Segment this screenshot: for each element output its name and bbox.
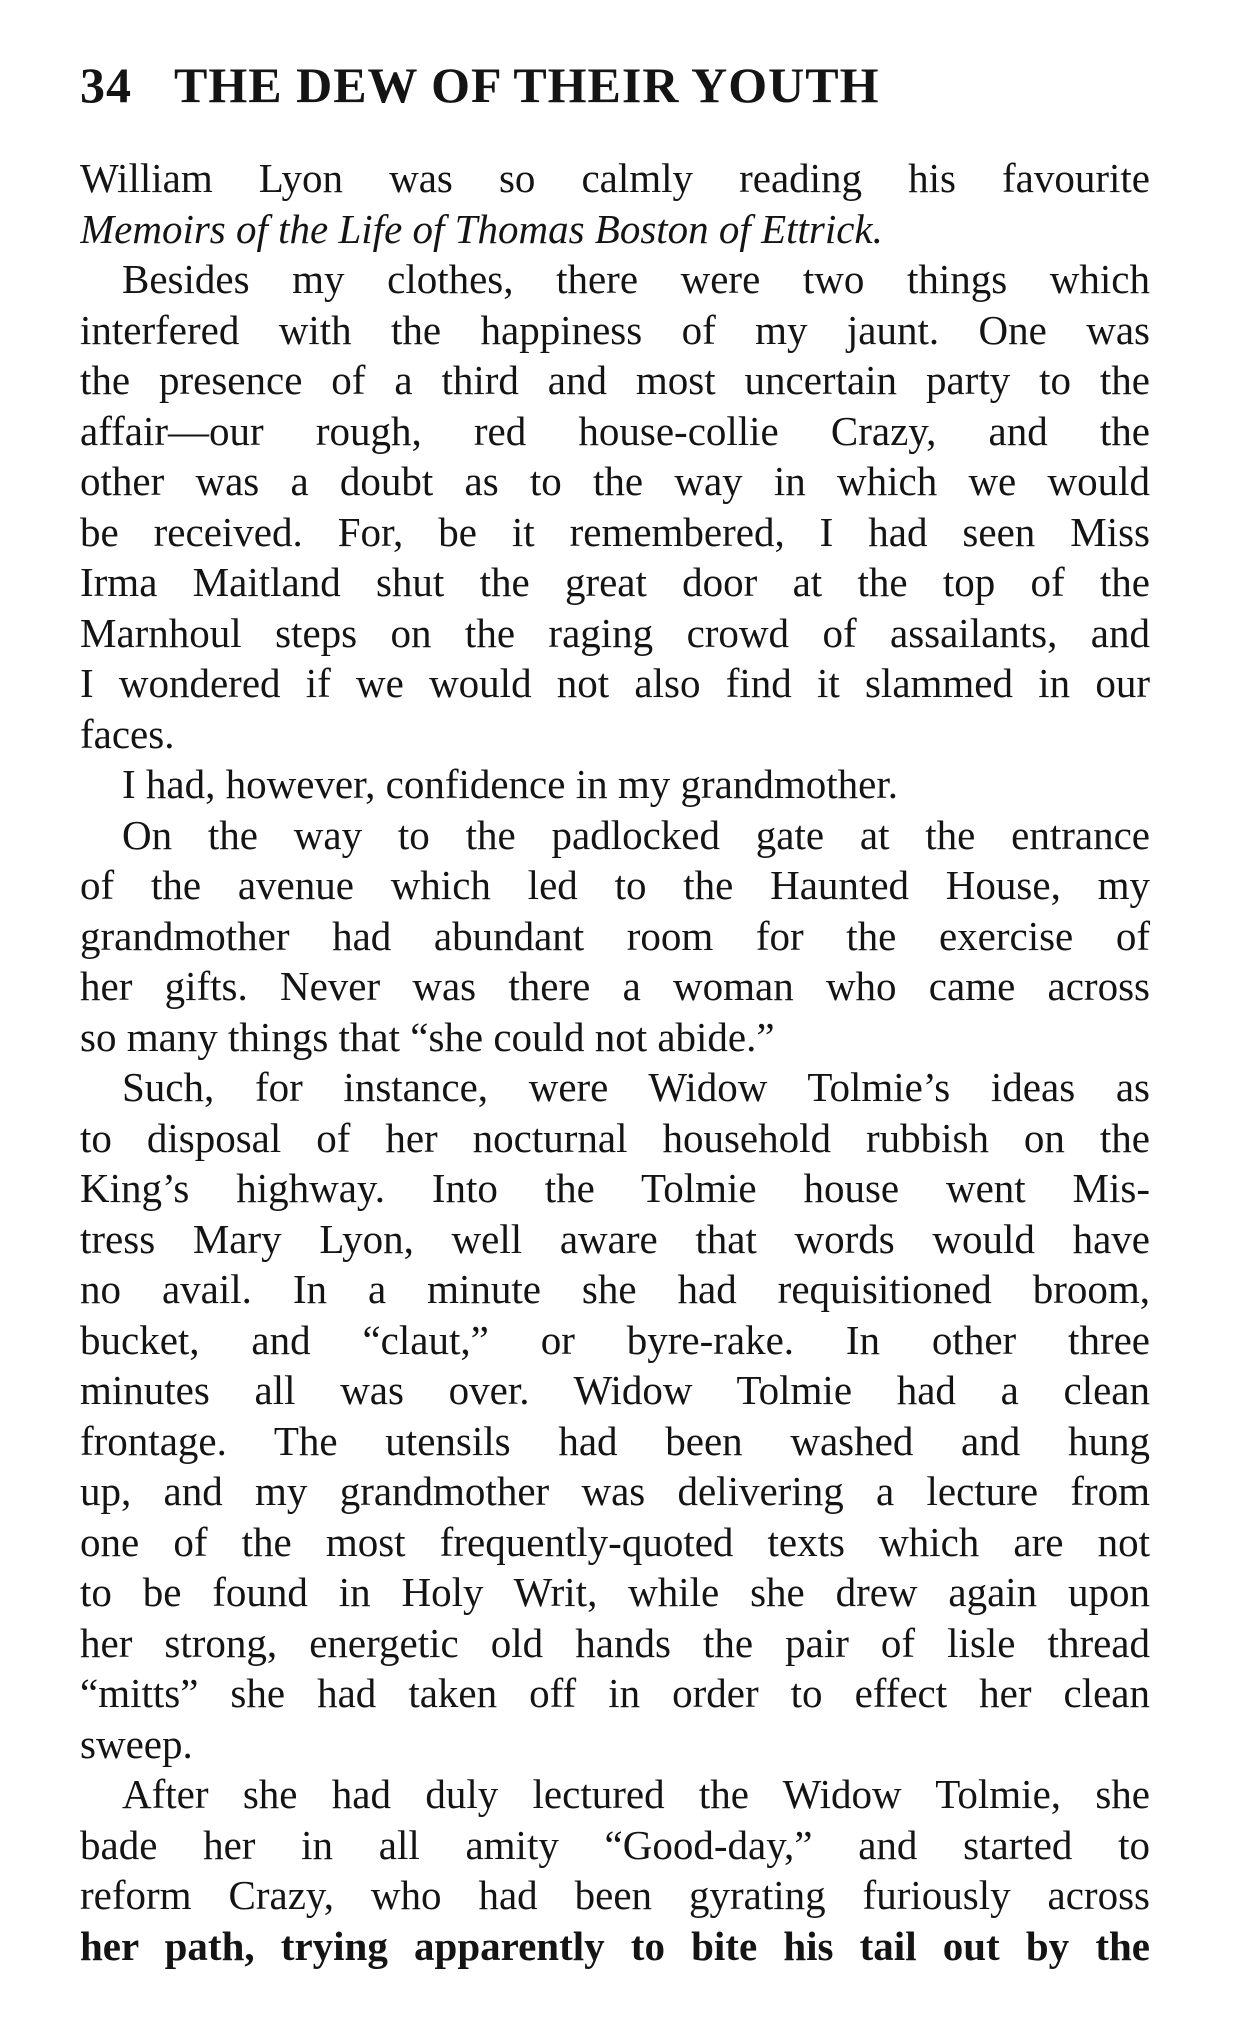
text-line: affair—our rough, red house-collie Crazy, and the <box>80 407 1150 454</box>
text-line: “mitts” she had taken off in order to effect her clean <box>80 1670 1150 1716</box>
running-title: THE DEW OF THEIR YOUTH <box>174 57 880 113</box>
text-line: to disposal of her nocturnal household rubbish on the <box>80 1114 1150 1161</box>
text-line: her strong, energetic old hands the pair of lisle thread <box>80 1619 1150 1666</box>
text-line: interfered with the happiness of my jaunt. One was <box>80 306 1150 353</box>
text-line: one of the most frequently-quoted texts which are not <box>80 1518 1150 1565</box>
text-line: the presence of a third and most uncertain party to the <box>80 357 1150 403</box>
text-line: her gifts. Never was there a woman who came across <box>80 963 1150 1009</box>
text-line: Irma Maitland shut the great door at the top of the <box>80 559 1150 605</box>
book-title-line: Memoirs of the Life of Thomas Boston of Ettrick. <box>80 205 883 252</box>
text-line: of the avenue which led to the Haunted House, my <box>80 862 1150 908</box>
text-line: reform Crazy, who had been gyrating furiously across <box>80 1872 1150 1918</box>
text-line: King’s highway. Into the Tolmie house went Mis- <box>80 1165 1150 1211</box>
paragraph-end-line: faces. <box>80 710 175 757</box>
paragraph-end-line: so many things that “she could not abide.” <box>80 1013 775 1060</box>
paragraph-start-line: After she had duly lectured the Widow Tolmie, she <box>122 1771 1150 1817</box>
paragraph-start-line: Besides my clothes, there were two things which <box>122 256 1150 302</box>
text-line: no avail. In a minute she had requisitioned broom, <box>80 1266 1150 1312</box>
paragraph-end-line: sweep. <box>80 1720 193 1767</box>
text-line: bade her in all amity “Good-day,” and started to <box>80 1821 1150 1868</box>
text-line: be received. For, be it remembered, I had seen Miss <box>80 508 1150 555</box>
text-line: to be found in Holy Writ, while she drew again upon <box>80 1569 1150 1615</box>
text-line: minutes all was over. Widow Tolmie had a clean <box>80 1367 1150 1413</box>
body-text <box>80 153 1150 1971</box>
text-line: Marnhoul steps on the raging crowd of assailants, and <box>80 609 1150 656</box>
running-head <box>80 55 1150 115</box>
text-line: up, and my grandmother was delivering a lecture from <box>80 1468 1150 1514</box>
text-line: bucket, and “claut,” or byre-rake. In other three <box>80 1316 1150 1363</box>
text-line: other was a doubt as to the way in which we would <box>80 458 1150 504</box>
text-line: I wondered if we would not also find it slammed in our <box>80 660 1150 706</box>
text-line: frontage. The utensils had been washed and hung <box>80 1417 1150 1464</box>
page-number: 34 <box>80 57 132 113</box>
text-line: her path, trying apparently to bite his tail out by the <box>80 1922 1150 1969</box>
paragraph-start-line: I had, however, confidence in my grandmother. <box>122 761 898 807</box>
text-line: tress Mary Lyon, well aware that words would have <box>80 1215 1150 1262</box>
paragraph-start-line: Such, for instance, were Widow Tolmie’s ideas as <box>122 1064 1150 1110</box>
text-line: William Lyon was so calmly reading his favourite <box>80 155 1150 201</box>
text-line: grandmother had abundant room for the exercise of <box>80 912 1150 959</box>
paragraph-start-line: On the way to the padlocked gate at the entrance <box>122 811 1150 858</box>
